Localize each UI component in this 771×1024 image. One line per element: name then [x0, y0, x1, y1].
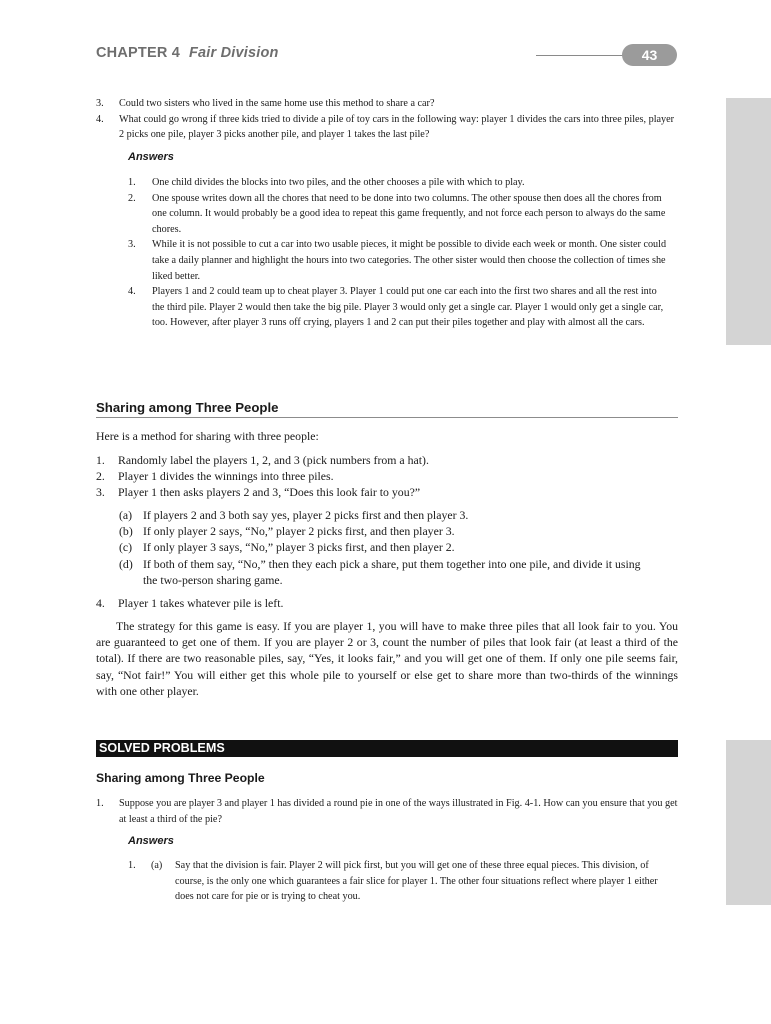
chapter-heading	[96, 45, 279, 61]
header-rule	[536, 55, 636, 56]
steps-list	[96, 452, 678, 501]
substep-item: (c) If only player 3 says, “No,” player 3 picks first, and then player 2.	[119, 540, 455, 555]
side-thumb-tab-upper	[726, 98, 771, 345]
answer-item: 1. One child divides the blocks into two piles, and the other chooses a pile with which to play.	[128, 177, 525, 188]
answers-heading: Answers	[128, 151, 174, 163]
chapter-title: Fair Division	[188, 45, 279, 61]
question-item: 3. Could two sisters who lived in the same home use this method to share a car?	[96, 98, 435, 109]
answer-item: 4. Players 1 and 2 could team up to cheat player 3. Player 1 could put one car each into the first two shares and all the rest into the third pile. Player 2 would then take the big pile. Player 3 would only get a single car. Player 1 would only get a single car, too. However, after player 3 runs off crying, players 1 and 2 can put their piles together and play with almost all the cars.	[128, 286, 664, 329]
solved-answer-item: 1. (a) Say that the division is fair. Player 2 will pick first, but you will get one of these three equal pieces. This division, of course, is the only one which guarantees a fair slice for player 1. The other four situations reflect where player 1 either does not care for pie or is trying to cheat you.	[128, 860, 658, 903]
questions-list	[96, 96, 678, 143]
answer-item: 3. While it is not possible to cut a car into two usable pieces, it might be possible to divide each week or month. One sister could take a daily planner and highlight the hours into two categories. The other sister would then choose the collection of times she liked better.	[128, 239, 667, 282]
answer-item: 2. One spouse writes down all the chores that need to be done into two columns. The other spouse then does all the chores from one column. It would probably be a good idea to repeat this game frequently, and not force each person to always do the same chores.	[128, 192, 666, 235]
page-number-badge: 43	[622, 44, 677, 66]
substep-item: (a) If players 2 and 3 both say yes, player 2 picks first and then player 3.	[119, 508, 469, 522]
solved-problems-bar: SOLVED PROBLEMS	[96, 740, 678, 757]
step-item: 2. Player 1 divides the winnings into three piles.	[96, 469, 334, 484]
strategy-paragraph: The strategy for this game is easy. If you are player 1, you will have to make three piles that all look fair to you. You are guaranteed to get one of them. If you are player 2 or 3, count the number of piles that look fair (at least a third of the total). If there are two reasonable piles, say, “Yes, it looks fair,” and you will get one of them. If only one pile seems fair, say, “Not fair!” You will either get this whole pile to yourself or else get to share more than two-thirds of the winnings with one other player.	[96, 619, 678, 698]
problem-item: 1. Suppose you are player 3 and player 1 has divided a round pie in one of the ways illustrated in Fig. 4-1. How can you ensure that you get at least a third of the pie?	[96, 798, 678, 825]
substep-item: (d) If both of them say, “No,” then they each pick a share, put them together into one pile, and divide it using the two-person sharing game.	[119, 556, 641, 587]
step-item: 4. Player 1 takes whatever pile is left.	[96, 596, 284, 610]
side-thumb-tab-lower	[726, 740, 771, 905]
answers-list	[128, 175, 668, 331]
section-intro: Here is a method for sharing with three people:	[96, 429, 319, 443]
substeps-list	[119, 507, 649, 588]
solved-answers-heading: Answers	[128, 835, 174, 847]
step-item: 1. Randomly label the players 1, 2, and 3 (pick numbers from a hat).	[96, 453, 429, 467]
step-item: 3. Player 1 then asks players 2 and 3, “Does this look fair to you?”	[96, 485, 421, 500]
chapter-number: CHAPTER 4	[96, 45, 180, 61]
section-title: Sharing among Three People	[96, 400, 678, 418]
substep-item: (b) If only player 2 says, “No,” player 2 picks first, and then player 3.	[119, 524, 455, 539]
question-item: 4. What could go wrong if three kids tried to divide a pile of toy cars in the following way: player 1 divides the cars into three piles, player 2 picks one pile, player 3 picks another pile, and player 1 takes the last pile?	[96, 113, 675, 141]
solved-subheading: Sharing among Three People	[96, 771, 265, 785]
